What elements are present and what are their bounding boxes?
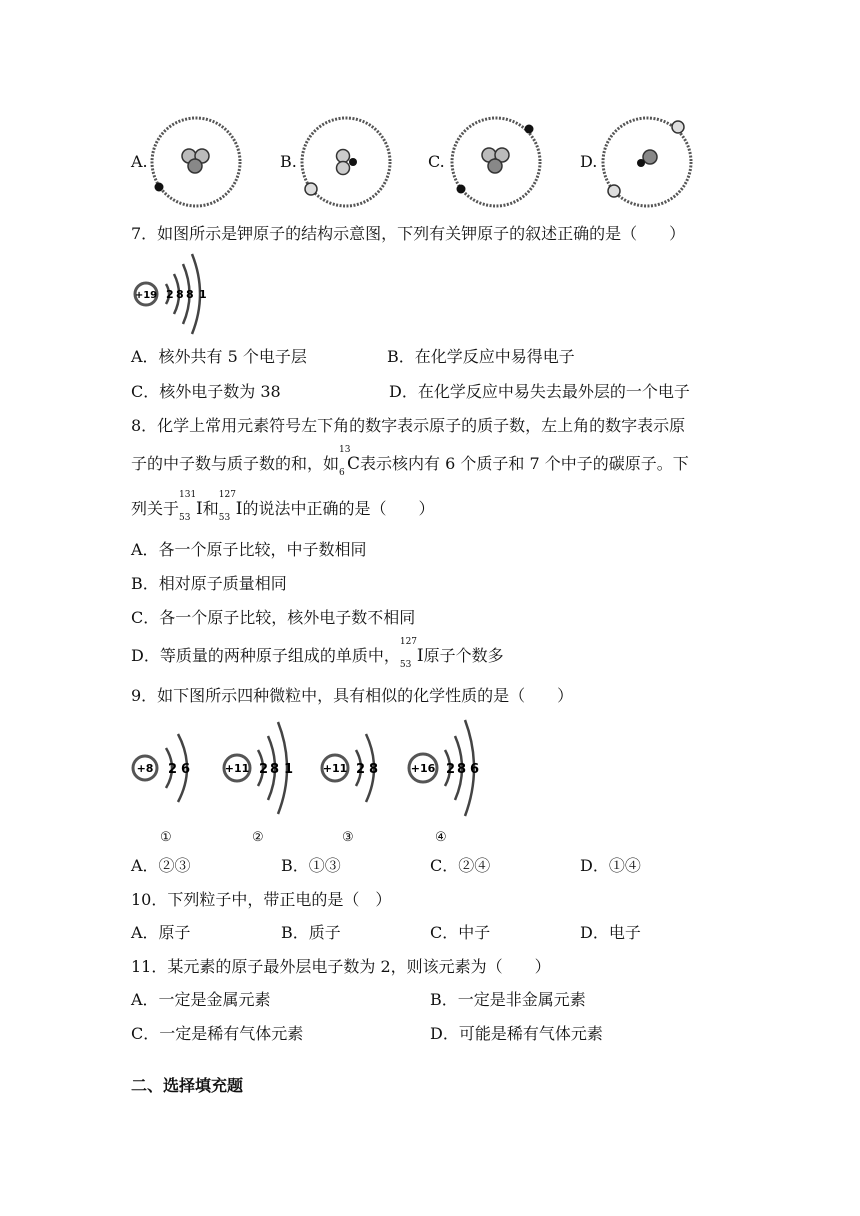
q9-p4-shell-1: 2 xyxy=(446,762,456,777)
q7-potassium-structure-diagram xyxy=(128,250,218,340)
q9-p2-shell-2: 8 xyxy=(270,762,280,777)
q8-option-c: C．各一个原子比较，核外电子数不相同 xyxy=(131,608,416,627)
q10-option-c: C．中子 xyxy=(430,923,491,942)
q9-p4-shell-2: 8 xyxy=(457,762,467,777)
q7-shell-4: 1 xyxy=(199,288,207,301)
q8-stem-line-3-c: 的说法中正确的是（ ） xyxy=(242,499,435,518)
q9-p4-nucleus: +16 xyxy=(410,762,436,775)
iodine-127-isotope: 127 53 I xyxy=(218,490,243,523)
q9-particle-1-diagram xyxy=(128,720,208,820)
q6-option-d-atom-image xyxy=(598,113,696,211)
q9-option-d: D．①④ xyxy=(580,856,641,875)
q7-option-d: D．在化学反应中易失去最外层的一个电子 xyxy=(389,382,690,401)
q10-option-d: D．电子 xyxy=(580,923,641,942)
q6-option-a-atom-image xyxy=(147,113,245,211)
q8-option-b: B．相对原子质量相同 xyxy=(131,574,287,593)
q7-option-a: A．核外共有 5 个电子层 xyxy=(131,347,307,366)
iodine-131-isotope: 131 53 I xyxy=(179,490,203,523)
q9-p3-shell-1: 2 xyxy=(356,762,366,777)
q10-option-a: A．原子 xyxy=(131,923,191,942)
q11-stem: 11．某元素的原子最外层电子数为 2，则该元素为（ ） xyxy=(131,957,551,976)
q9-p1-nucleus: +8 xyxy=(136,762,154,775)
q9-p3-nucleus: +11 xyxy=(322,762,348,775)
q9-p1-shell-1: 2 xyxy=(168,762,178,777)
q9-p4-shell-3: 6 xyxy=(470,762,480,777)
q9-p1-shell-2: 6 xyxy=(181,762,191,777)
q7-shell-3: 8 xyxy=(186,288,194,301)
q7-nucleus: +19 xyxy=(134,290,158,301)
q6-option-d-label: D. xyxy=(580,152,598,171)
q9-particle-3-diagram xyxy=(318,716,388,820)
q8-option-d-b: 原子个数多 xyxy=(423,646,504,665)
q9-label-2: ② xyxy=(252,830,264,845)
q9-p2-shell-1: 2 xyxy=(259,762,269,777)
q6-option-c-atom-image xyxy=(447,113,545,211)
q8-stem-line-3 xyxy=(131,490,435,523)
q6-option-b-label: B. xyxy=(280,152,297,171)
q8-option-a: A．各一个原子比较，中子数相同 xyxy=(131,540,367,559)
q11-option-d: D．可能是稀有气体元素 xyxy=(430,1024,603,1043)
carbon-13-isotope: 13 6 C xyxy=(339,445,361,478)
q8-stem-line-2-b: 表示核内有 6 个质子和 7 个中子的碳原子。下 xyxy=(360,454,689,473)
q8-stem-line-1: 8．化学上常用元素符号左下角的数字表示原子的质子数，左上角的数字表示原 xyxy=(131,416,686,435)
q10-stem: 10．下列粒子中，带正电的是（ ） xyxy=(131,890,392,909)
q9-option-b: B．①③ xyxy=(281,856,341,875)
q11-option-c: C．一定是稀有气体元素 xyxy=(131,1024,304,1043)
q9-label-3: ③ xyxy=(342,830,354,845)
q9-p2-nucleus: +11 xyxy=(224,762,250,775)
q7-shell-1: 2 xyxy=(166,288,174,301)
q9-particle-2-diagram xyxy=(220,716,300,820)
section-2-heading: 二、选择填充题 xyxy=(131,1076,244,1095)
q7-option-c: C．核外电子数为 38 xyxy=(131,382,281,401)
q7-option-b: B．在化学反应中易得电子 xyxy=(387,347,575,366)
q6-option-a-label: A. xyxy=(131,152,148,171)
q9-label-1: ① xyxy=(160,830,172,845)
q7-shell-2: 8 xyxy=(176,288,184,301)
q8-stem-line-3-a: 列关于 xyxy=(131,499,180,518)
iodine-127-isotope-2: 127 53 I xyxy=(399,637,424,670)
q11-option-b: B．一定是非金属元素 xyxy=(430,990,586,1009)
q10-option-b: B．质子 xyxy=(281,923,341,942)
q9-particle-4-diagram xyxy=(405,716,485,820)
q6-option-b-atom-image xyxy=(297,113,395,211)
q8-option-d xyxy=(131,637,504,670)
q8-stem-line-2-a: 子的中子数与质子数的和，如 xyxy=(131,454,340,473)
q8-stem-line-3-b: 和 xyxy=(202,499,219,518)
q9-p2-shell-3: 1 xyxy=(284,762,294,777)
q8-stem-line-2 xyxy=(131,445,689,478)
q9-label-4: ④ xyxy=(435,830,447,845)
q8-option-d-a: D．等质量的两种原子组成的单质中， xyxy=(131,646,400,665)
q7-stem: 7．如图所示是钾原子的结构示意图，下列有关钾原子的叙述正确的是（ ） xyxy=(131,224,686,243)
q6-option-c-label: C. xyxy=(428,152,445,171)
q9-stem: 9．如下图所示四种微粒中，具有相似的化学性质的是（ ） xyxy=(131,686,574,705)
q9-option-a: A．②③ xyxy=(131,856,191,875)
q11-option-a: A．一定是金属元素 xyxy=(131,990,271,1009)
q9-option-c: C．②④ xyxy=(430,856,491,875)
q9-p3-shell-2: 8 xyxy=(369,762,379,777)
